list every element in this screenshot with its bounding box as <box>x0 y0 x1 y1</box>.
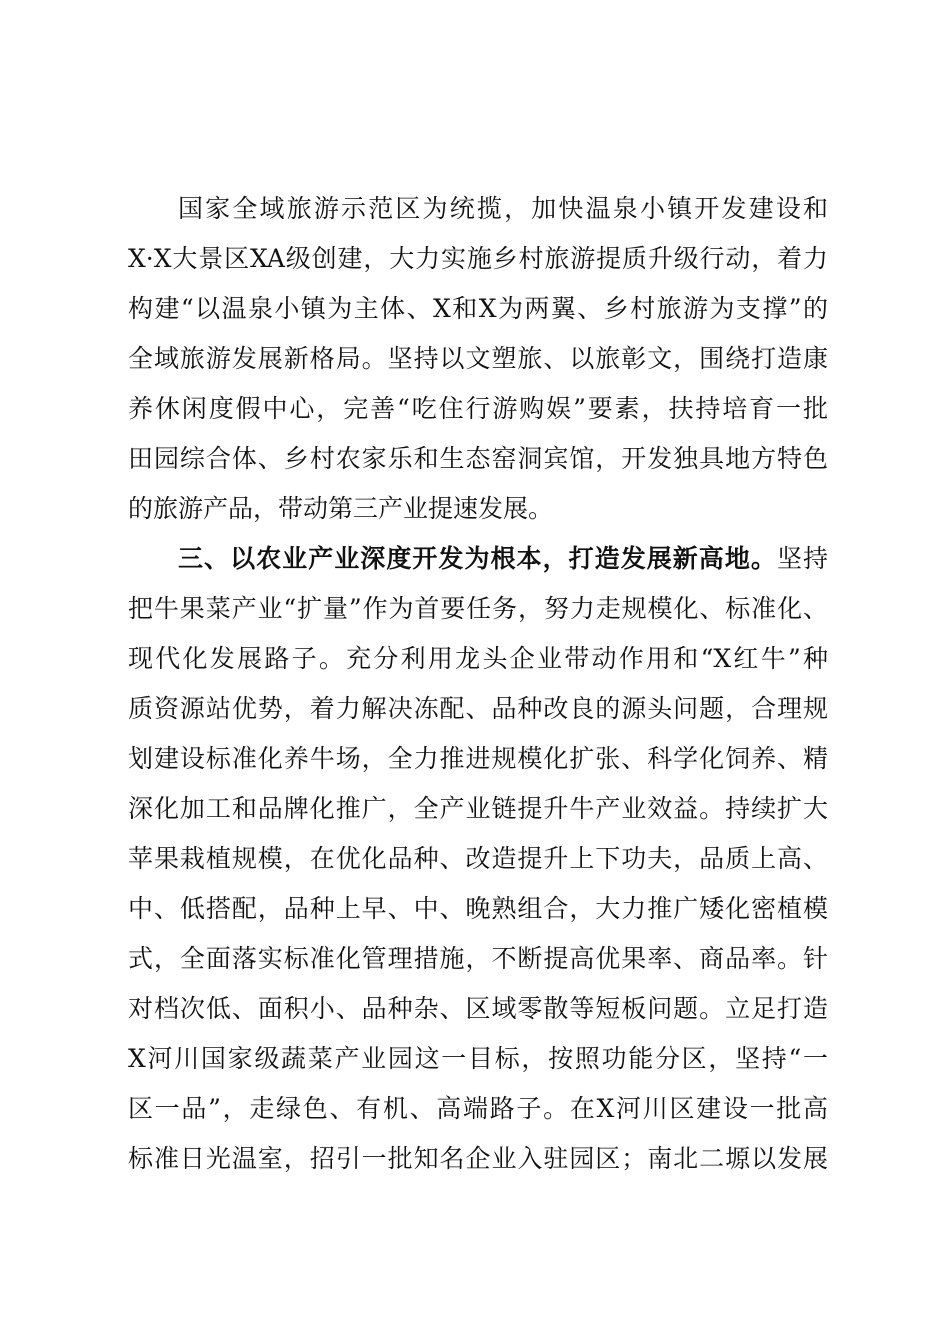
text-line: 对档次低、面积小、品种杂、区域零散等短板问题。立足打造 <box>128 994 828 1023</box>
text-line: 式，全面落实标准化管理措施，不断提高优果率、商品率。针 <box>128 944 828 973</box>
text-line: X·X大景区XA级创建，大力实施乡村旅游提质升级行动，着力 <box>128 244 828 273</box>
text-line: 田园综合体、乡村农家乐和生态窑洞宾馆，开发独具地方特色 <box>128 444 828 473</box>
text-line: 的旅游产品，带动第三产业提速发展。 <box>128 494 554 523</box>
text-line: X河川国家级蔬菜产业园这一目标，按照功能分区，坚持“一 <box>128 1044 828 1073</box>
text-line: 全域旅游发展新格局。坚持以文塑旅、以旅彰文，围绕打造康 <box>128 344 828 373</box>
text-line: 区一品”，走绿色、有机、高端路子。在X河川区建设一批高 <box>128 1094 828 1123</box>
text-line: 深化加工和品牌化推广，全产业链提升牛产业效益。持续扩大 <box>128 794 828 823</box>
text-line: 现代化发展路子。充分利用龙头企业带动作用和“X红牛”种 <box>128 644 828 673</box>
text-line: 养休闲度假中心，完善“吃住行游购娱”要素，扶持培育一批 <box>128 394 828 423</box>
text-line: 中、低搭配，品种上早、中、晚熟组合，大力推广矮化密植模 <box>128 894 828 923</box>
paragraph-tourism <box>128 184 828 534</box>
heading-continuation: 坚持 <box>776 544 828 573</box>
text-line: 把牛果菜产业“扩量”作为首要任务，努力走规模化、标准化、 <box>128 594 828 623</box>
text-line-heading <box>128 534 828 584</box>
section-heading: 三、以农业产业深度开发为根本，打造发展新高地。 <box>178 544 777 573</box>
text-line: 划建设标准化养牛场，全力推进规模化扩张、科学化饲养、精 <box>128 744 828 773</box>
text-line: 苹果栽植规模，在优化品种、改造提升上下功夫，品质上高、 <box>128 844 828 873</box>
text-line: 标准日光温室，招引一批知名企业入驻园区；南北二塬以发展 <box>128 1144 828 1173</box>
text-line: 国家全域旅游示范区为统揽，加快温泉小镇开发建设和 <box>178 194 828 223</box>
text-line: 构建“以温泉小镇为主体、X和X为两翼、乡村旅游为支撑”的 <box>128 294 828 323</box>
paragraph-agriculture <box>128 534 828 1184</box>
text-line: 质资源站优势，着力解决冻配、品种改良的源头问题，合理规 <box>128 694 828 723</box>
document-body <box>128 184 828 1184</box>
